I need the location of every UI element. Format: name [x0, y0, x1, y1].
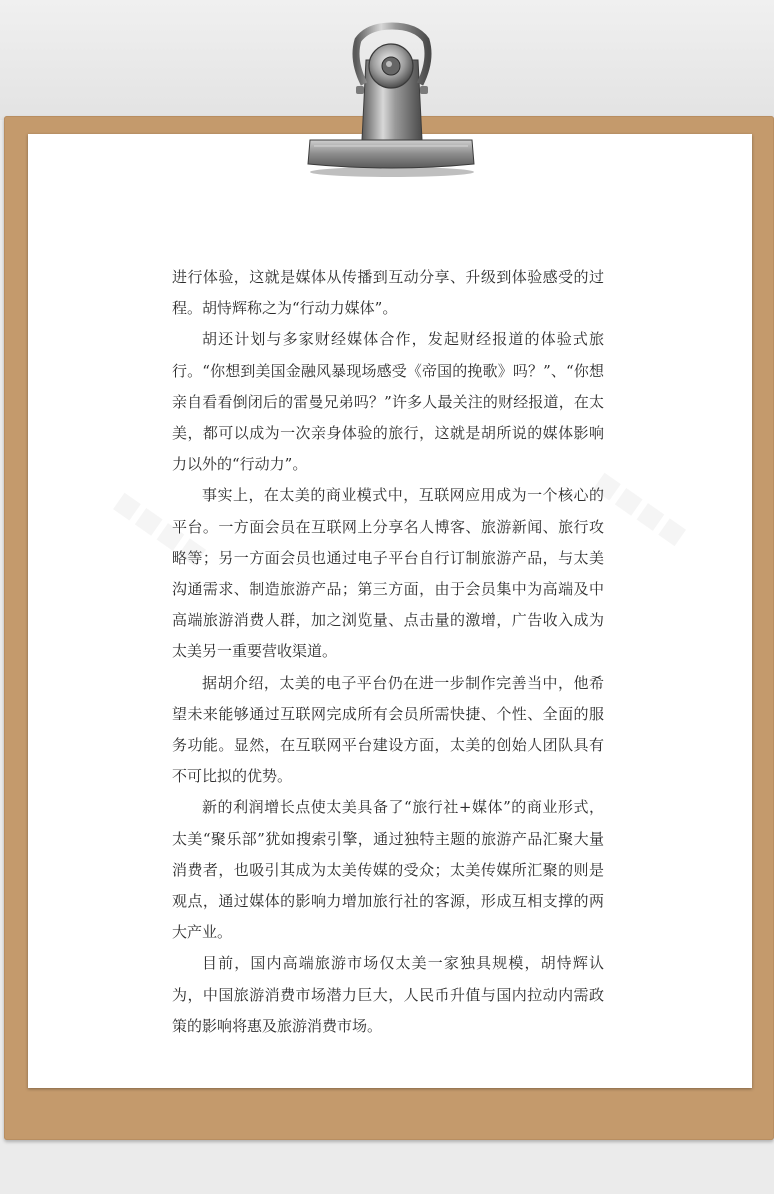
paragraph: 胡还计划与多家财经媒体合作，发起财经报道的体验式旅行。“你想到美国金融风暴现场感受《帝国的挽歌》吗？”、“你想亲自看看倒闭后的雷曼兄弟吗？”许多人最关注的财经报道，在太美，都可以成为一次亲身体验的旅行，这就是胡所说的媒体影响力以外的“行动力”。 — [172, 330, 604, 474]
paragraph: 进行体验，这就是媒体从传播到互动分享、升级到体验感受的过程。胡恃辉称之为“行动力媒体”。 — [172, 268, 604, 318]
paragraph: 事实上，在太美的商业模式中，互联网应用成为一个核心的平台。一方面会员在互联网上分享名人博客、旅游新闻、旅行攻略等；另一方面会员也通过电子平台自行订制旅游产品，与太美沟通需求、制造旅游产品；第三方面，由于会员集中为高端及中高端旅游消费人群，加之浏览量、点击量的激增，广告收入成为太美另一重要营收渠道。 — [172, 486, 604, 661]
background — [0, 0, 774, 120]
document-body — [172, 262, 604, 1042]
paragraph: 目前，国内高端旅游市场仅太美一家独具规模，胡恃辉认为，中国旅游消费市场潜力巨大，人民币升值与国内拉动内需政策的影响将惠及旅游消费市场。 — [172, 954, 604, 1035]
paragraph: 新的利润增长点使太美具备了“旅行社+媒体”的商业形式，太美“聚乐部”犹如搜索引擎，通过独特主题的旅游产品汇聚大量消费者，也吸引其成为太美传媒的受众；太美传媒所汇聚的则是观点，通过媒体的影响力增加旅行社的客源，形成互相支撑的两大产业。 — [172, 798, 604, 942]
watermark-decoration: ■■■■ — [589, 466, 694, 552]
paragraph: 据胡介绍，太美的电子平台仍在进一步制作完善当中，他希望未来能够通过互联网完成所有会员所需快捷、个性、全面的服务功能。显然，在互联网平台建设方面，太美的创始人团队具有不可比拟的优势。 — [172, 673, 604, 786]
watermark-decoration: ■■■■ — [109, 486, 214, 572]
